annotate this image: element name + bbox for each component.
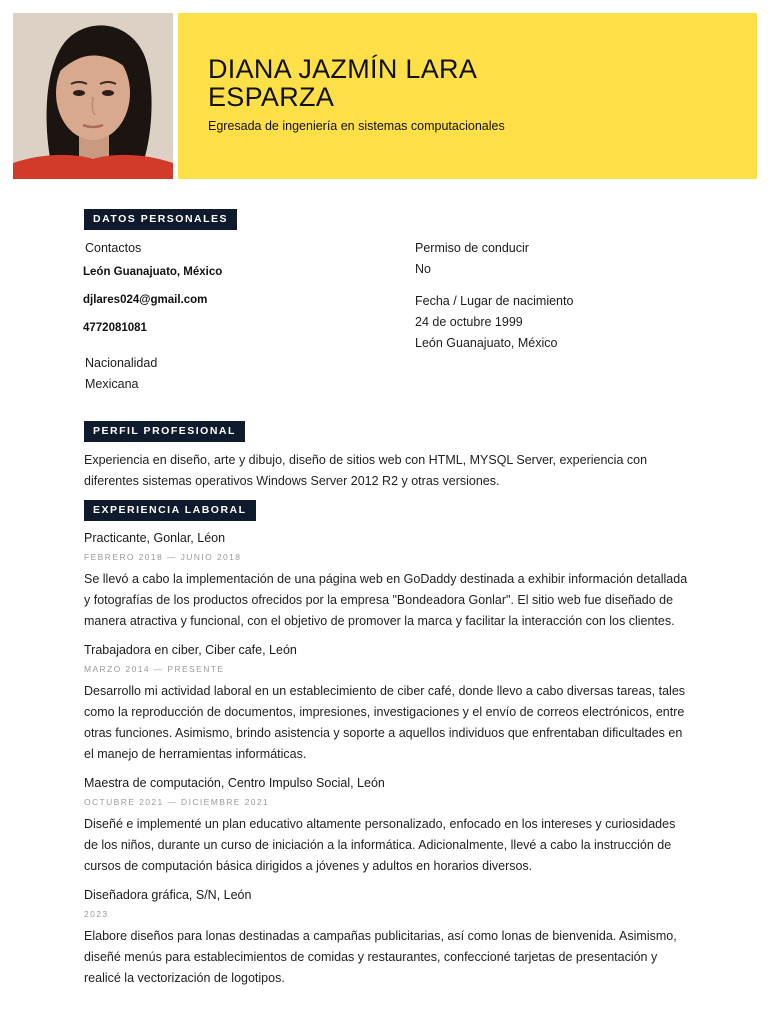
job-title: Maestra de computación, Centro Impulso Social, León [84, 776, 385, 790]
job-title: Diseñadora gráfica, S/N, León [84, 888, 252, 902]
nationality-value: Mexicana [85, 377, 139, 391]
birth-label: Fecha / Lugar de nacimiento [415, 294, 574, 308]
job-date: 2023 [84, 909, 109, 919]
candidate-subtitle: Egresada de ingeniería en sistemas computacionales [208, 119, 505, 133]
name-line-1: DIANA JAZMÍN LARA [208, 54, 478, 84]
birth-date: 24 de octubre 1999 [415, 315, 523, 329]
license-value: No [415, 262, 431, 276]
contacts-label: Contactos [85, 241, 142, 255]
job-date: FEBRERO 2018 — JUNIO 2018 [84, 552, 242, 562]
job-description: Desarrollo mi actividad laboral en un establecimiento de ciber café, donde llevo a cabo diversas tareas, tales como la reproducción de documentos, impresiones, investigaciones y el envío de correos electrónicos, entre otras funciones. Asimismo, brindo asistencia y soporte a aquellos individuos que enfrentaban dificultades en el manejo de herramientas informáticas. [84, 684, 686, 761]
job-title: Practicante, Gonlar, Léon [84, 531, 226, 545]
job-description: Elabore diseños para lonas destinadas a campañas publicitarias, así como lonas de bienvenida. Asimismo, diseñé menús para establecimientos de comidas y restaurantes, confeccioné tarjetas de presentación y realicé la vectorización de logotipos. [84, 929, 677, 985]
candidate-name [208, 55, 568, 111]
contact-location: León Guanajuato, México [83, 266, 223, 278]
profile-photo [13, 13, 173, 179]
job-date: OCTUBRE 2021 — DICIEMBRE 2021 [84, 797, 270, 807]
job-description: Diseñé e implementé un plan educativo altamente personalizado, enfocado en los intereses y curiosidades de los niños, durante un curso de iniciación a la informática. Adicionalmente, llevé a cabo la instrucción de cursos de computación básica dirigidos a jóvenes y adultos en horarios diversos. [84, 817, 676, 873]
section-heading-experience: EXPERIENCIA LABORAL [84, 500, 256, 521]
header-banner [178, 13, 757, 179]
license-label: Permiso de conducir [415, 241, 529, 255]
section-heading-profile: PERFIL PROFESIONAL [84, 421, 245, 442]
job-title: Trabajadora en ciber, Ciber cafe, León [84, 643, 297, 657]
profile-text: Experiencia en diseño, arte y dibujo, diseño de sitios web con HTML, MYSQL Server, experiencia con diferentes sistemas operativos Windows Server 2012 R2 y otras versiones. [84, 453, 648, 488]
birth-place: León Guanajuato, México [415, 336, 558, 350]
contact-email[interactable]: djlares024@gmail.com [83, 294, 208, 306]
contact-phone: 4772081081 [83, 322, 147, 334]
nationality-label: Nacionalidad [85, 356, 158, 370]
section-heading-personal: DATOS PERSONALES [84, 209, 237, 230]
job-description: Se llevó a cabo la implementación de una página web en GoDaddy destinada a exhibir información detallada y fotografías de los productos ofrecidos por la empresa "Bondeadora Gonlar". El sitio web fue diseñado de manera atractiva y funcional, con el objetivo de promover la marca y facilitar la interacción con los clientes. [84, 572, 688, 628]
job-date: MARZO 2014 — PRESENTE [84, 664, 225, 674]
portrait-image [13, 13, 173, 179]
name-line-2: ESPARZA [208, 82, 335, 112]
